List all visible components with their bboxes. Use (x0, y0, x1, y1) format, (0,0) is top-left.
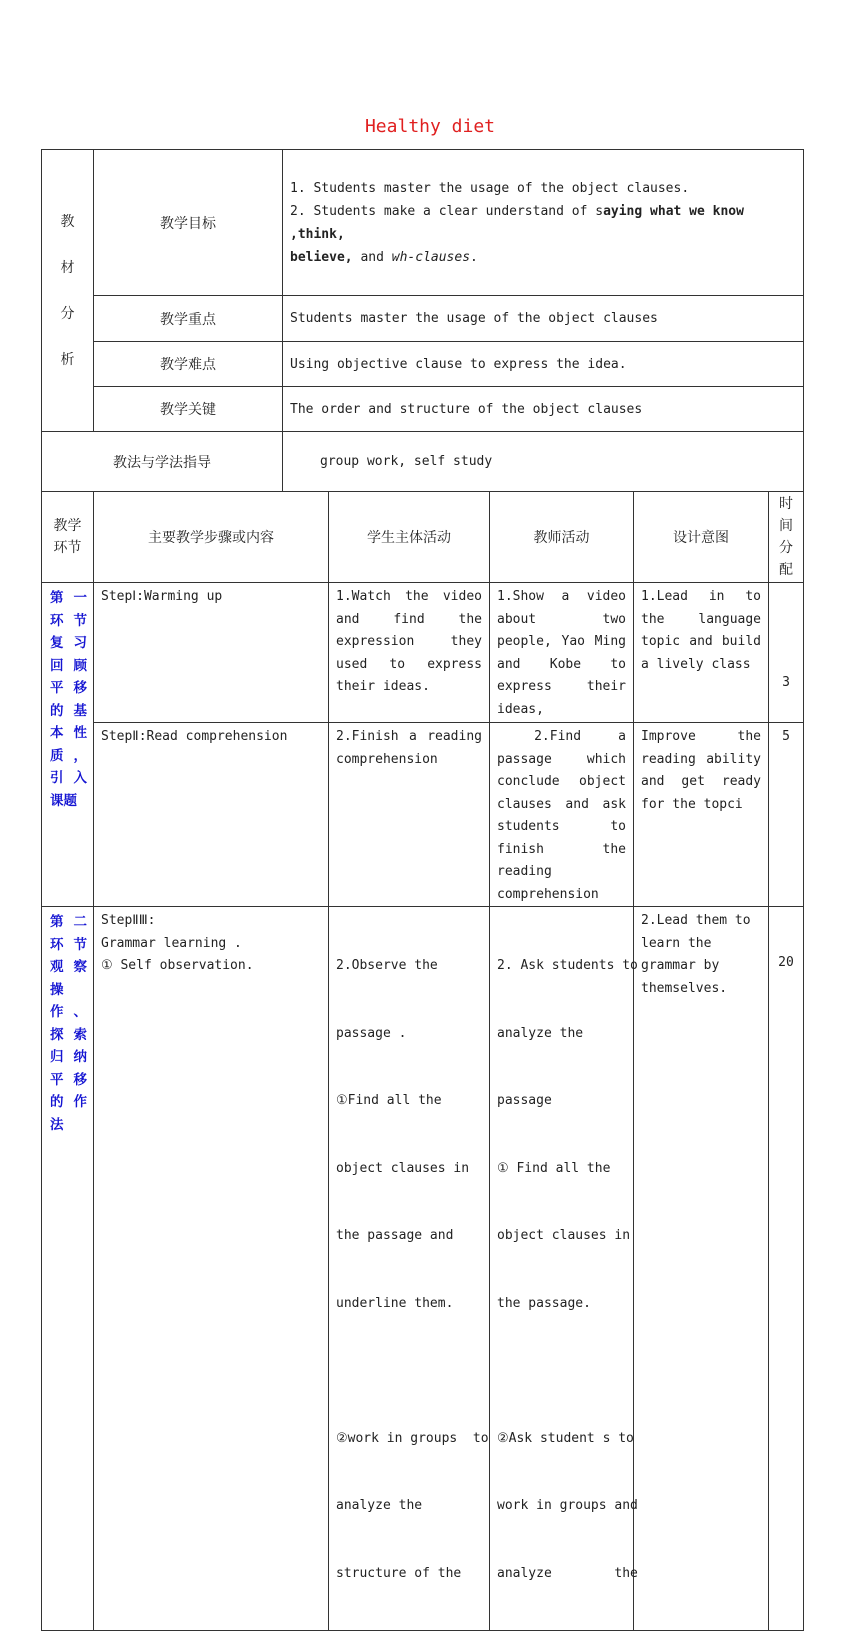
step-3: StepⅡⅢ: Grammar learning . ① Self observation. (94, 907, 329, 1631)
table-row (42, 583, 804, 723)
table-row (42, 723, 804, 907)
time-2: 5 (769, 723, 804, 907)
method-label: 教法与学法指导 (42, 432, 283, 492)
method-text: group work, self study (283, 432, 804, 492)
header-design: 设计意图 (634, 492, 769, 583)
teacher-activity-1: 1.Show a video about two people, Yao Ming and Kobe to express their ideas, (490, 583, 634, 723)
table-row (42, 907, 804, 1631)
teacher-activity-3: 2. Ask students to analyze the passage ① Find all the object clauses in the passage. ②Ask student s to work in groups and analyze the (490, 907, 634, 1631)
stage-one-label: 第 一 环 节 复 习 回 顾 平 移 的 基 本 性 质 ， 引 入 课题 (42, 583, 94, 907)
design-intent-1: 1.Lead in to the language topic and build a lively class (634, 583, 769, 723)
header-student: 学生主体活动 (329, 492, 490, 583)
difficulty-label: 教学难点 (94, 342, 283, 387)
header-teacher: 教师活动 (490, 492, 634, 583)
header-time: 时 间 分 配 (769, 492, 804, 583)
difficulty-text: Using objective clause to express the idea. (283, 342, 804, 387)
document-title: Healthy diet (364, 116, 496, 137)
header-stage: 教学 环节 (42, 492, 94, 583)
student-activity-1: 1.Watch the video and find the expression they used to express their ideas. (329, 583, 490, 723)
step-2: StepⅡ:Read comprehension (94, 723, 329, 907)
design-intent-3: 2.Lead them to learn the grammar by themselves. (634, 907, 769, 1631)
stage-two-label: 第 二 环 节 观 察 操 作 、 探 索 归 纳 平 移 的 作 法 (42, 907, 94, 1631)
key-point-label: 教学重点 (94, 296, 283, 342)
time-1: 3 (769, 583, 804, 723)
analysis-table (41, 149, 804, 492)
student-activity-2: 2.Finish a reading comprehension (329, 723, 490, 907)
objective-label: 教学目标 (94, 150, 283, 296)
procedure-table (41, 491, 804, 1631)
key-label: 教学关键 (94, 387, 283, 432)
design-intent-2: Improve the reading ability and get ready for the topci (634, 723, 769, 907)
objective-content: 1. Students master the usage of the object clauses. 2. Students make a clear understand of saying what we know ,think, believe, and wh-clauses. (283, 150, 804, 296)
key-point-text: Students master the usage of the object clauses (283, 296, 804, 342)
time-3: 20 (769, 907, 804, 1631)
header-row (42, 492, 804, 583)
header-steps: 主要教学步骤或内容 (94, 492, 329, 583)
key-text: The order and structure of the object clauses (283, 387, 804, 432)
step-1: StepⅠ:Warming up (94, 583, 329, 723)
student-activity-3: 2.Observe the passage . ①Find all the object clauses in the passage and underline them. ②work in groups to analyze the structure of the (329, 907, 490, 1631)
analysis-side-label: 教 材 分 析 (42, 150, 94, 432)
teacher-activity-2: 2.Find a passage which conclude object clauses and ask students to finish the reading comprehension (490, 723, 634, 907)
